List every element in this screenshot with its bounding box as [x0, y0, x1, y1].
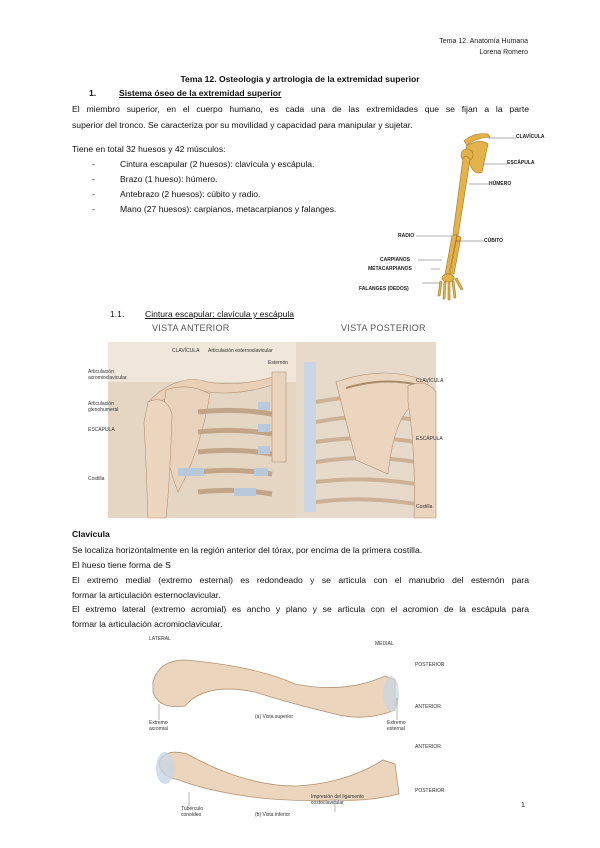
anterior-view-image — [108, 342, 296, 518]
label-anterior-top: ANTERIOR — [415, 704, 441, 710]
label-anterior-bottom: ANTERIOR — [415, 744, 441, 750]
intro-line-1: El miembro superior, en el cuerpo humano, es cada una de las extremidades que se fijan a la parte — [72, 104, 529, 114]
list-item: - Mano (27 huesos): carpianos, metacarpianos y falanges. — [92, 202, 336, 217]
arm-skeleton-illustration — [356, 124, 528, 300]
label-lateral: LATERAL — [149, 636, 171, 642]
posterior-view-image — [296, 342, 444, 518]
label-falanges: FALANGES (DEDOS) — [359, 286, 409, 292]
caption-vista-inferior: (b) Vista inferior — [255, 812, 291, 818]
bones-total: Tiene en total 32 huesos y 42 músculos: — [72, 144, 226, 154]
list-item: - Cintura escapular (2 huesos): clavícula y escápula. — [92, 157, 336, 172]
caption-vista-superior: (a) Vista superior — [255, 714, 293, 720]
label-extremo-esternal: Extremo esternal — [387, 720, 406, 732]
label-carpianos: CARPIANOS — [380, 257, 411, 263]
label-posterior-top: POSTERIOR — [415, 662, 445, 668]
label-escapula: ESCÁPULA — [507, 160, 535, 166]
label-escapula-posterior: ESCÁPULA — [416, 436, 443, 442]
label-escapula-anterior: ESCÁPULA — [88, 427, 115, 433]
label-esternon: Esternón — [268, 360, 289, 366]
clavicula-location: Se localiza horizontalmente en la región anterior del tórax, por encima de la primera costilla. — [72, 545, 423, 555]
clavicle-illustration — [145, 636, 455, 828]
label-art-acromioclavicular: Articulación acromioclavicular — [88, 369, 127, 381]
section-title: Sistema óseo de la extremidad superior — [119, 88, 282, 98]
page-title: Tema 12. Osteologia y artrologia de la extremidad superior — [180, 74, 420, 84]
header-subject: Tema 12. Anatomía Humana — [439, 38, 528, 45]
label-cubito: CÚBITO — [484, 238, 504, 244]
label-art-esternoclavicular: Articulación esternoclavicular — [208, 348, 273, 354]
bones-list — [92, 157, 336, 217]
list-item: - Brazo (1 hueso): húmero. — [92, 172, 336, 187]
header-author: Lorena Romero — [479, 49, 528, 56]
clavicula-lateral-line-1: El extremo lateral (extremo acromial) es ancho y plano y se articula con el acromion de la escápula para — [72, 604, 529, 614]
label-art-glenohumeral: Articulación glenohumeral — [88, 401, 119, 413]
clavicula-lateral-line-2: formar la articulación acromioclavicular. — [72, 619, 223, 629]
arm-skeleton-figure — [356, 124, 545, 300]
posterior-view-title: VISTA POSTERIOR — [341, 323, 426, 333]
subsection-title: Cintura escapular: clavícula y escápula — [145, 309, 295, 319]
label-clavicula-anterior: CLAVÍCULA — [172, 348, 200, 354]
clavicula-medial-line-1: El extremo medial (extremo esternal) es redondeado y se articula con el manubrio del esternón para — [72, 575, 529, 585]
list-item: - Antebrazo (2 huesos): cúbito y radio. — [92, 187, 336, 202]
intro-line-2: superior del tronco. Se caracteriza por su movilidad y capacidad para manipular y sujetar. — [72, 120, 413, 130]
label-costilla-posterior: Costilla — [416, 504, 433, 510]
clavicula-shape: El hueso tiene forma de S — [72, 560, 171, 570]
label-extremo-acromial: Extremo acromial — [149, 720, 168, 732]
label-posterior-bottom: POSTERIOR — [415, 788, 445, 794]
label-metacarpianos: METACARPIANOS — [368, 266, 412, 272]
clavicle-figure — [145, 636, 455, 828]
anterior-view-title: VISTA ANTERIOR — [152, 323, 230, 333]
label-clavicula-posterior: CLAVÍCULA — [416, 378, 444, 384]
clavicula-medial-line-2: formar la articulación esternoclavicular. — [72, 590, 221, 600]
clavicula-heading: Clavícula — [72, 529, 110, 539]
posterior-shoulder-illustration — [296, 342, 436, 518]
label-medial: MEDIAL — [375, 641, 394, 647]
subsection-number: 1.1. — [110, 309, 125, 319]
document-header — [439, 36, 528, 58]
label-tuberculo-conoideo: Tubérculo conoideo — [181, 806, 204, 818]
label-humero: HÚMERO — [489, 181, 512, 187]
section-number: 1. — [89, 88, 97, 98]
label-costilla-anterior: Costilla — [88, 476, 105, 482]
label-radio: RADIO — [398, 233, 415, 239]
label-impresion-ligamento: Impresión del ligamento costoclavicular — [311, 794, 365, 806]
label-clavicula: CLAVÍCULA — [516, 134, 545, 140]
anterior-shoulder-illustration — [108, 342, 296, 518]
page-number: 1 — [521, 802, 525, 809]
